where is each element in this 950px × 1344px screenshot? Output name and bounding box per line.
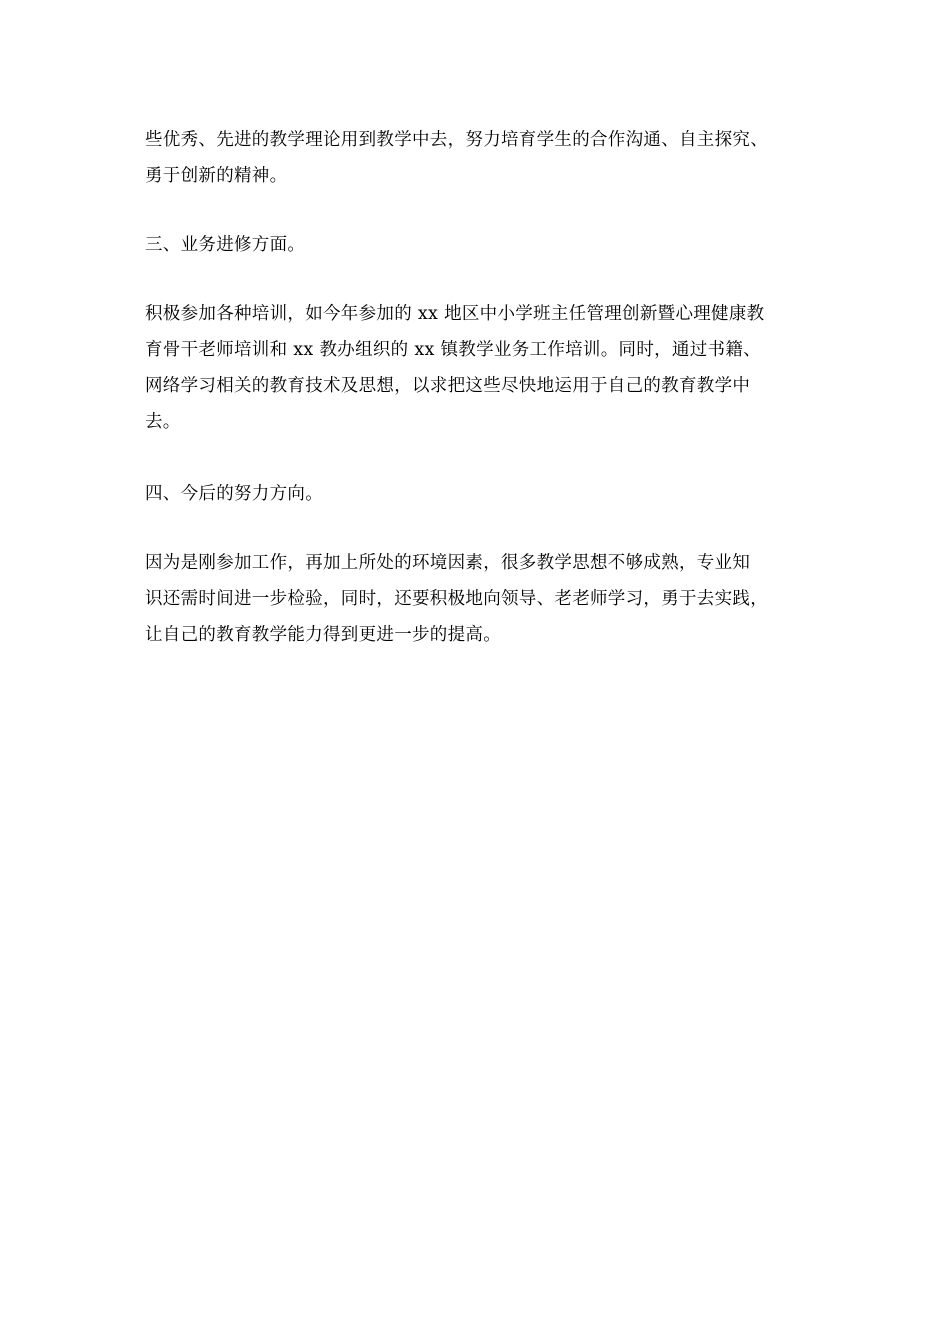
text-line: 育骨干老师培训和 xx 教办组织的 xx 镇教学业务工作培训。同时，通过书籍、 (145, 340, 761, 360)
section-heading-future-direction (145, 476, 815, 512)
paragraph-future-plan (145, 545, 815, 653)
paragraph-teaching-methods (145, 122, 815, 194)
text-line: 勇于创新的精神。 (145, 166, 288, 186)
text-line: 让自己的教育教学能力得到更进一步的提高。 (145, 625, 501, 645)
heading-text: 四、今后的努力方向。 (145, 484, 323, 504)
section-heading-professional-study (145, 227, 815, 263)
text-line: 网络学习相关的教育技术及思想，以求把这些尽快地运用于自己的教育教学中 (145, 376, 751, 396)
text-line: 积极参加各种培训，如今年参加的 xx 地区中小学班主任管理创新暨心理健康教 (145, 304, 765, 324)
text-line: 因为是刚参加工作，再加上所处的环境因素，很多教学思想不够成熟，专业知 (145, 553, 751, 573)
text-line: 识还需时间进一步检验，同时，还要积极地向领导、老老师学习，勇于去实践， (145, 589, 768, 609)
heading-text: 三、业务进修方面。 (145, 235, 306, 255)
text-line: 些优秀、先进的教学理论用到教学中去，努力培育学生的合作沟通、自主探究、 (145, 130, 768, 150)
text-line: 去。 (145, 412, 181, 432)
paragraph-training (145, 296, 815, 440)
